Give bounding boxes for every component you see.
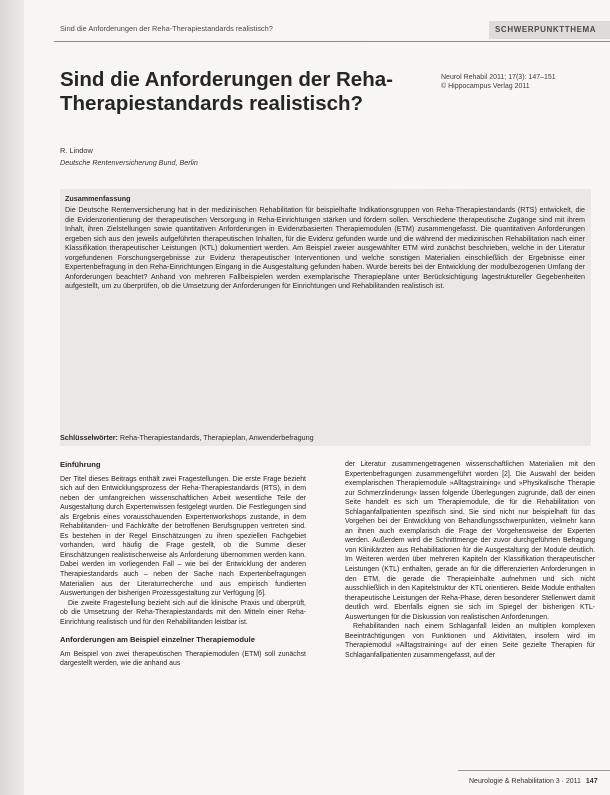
journal-citation: Neurol Rehabil 2011; 17(3): 147–151 <box>441 74 556 81</box>
binding-edge <box>0 0 24 795</box>
journal-meta <box>441 73 601 91</box>
footer-rule <box>458 770 610 771</box>
copyright-line: © Hippocampus Verlag 2011 <box>441 83 530 90</box>
body-paragraph: Am Beispiel von zwei therapeutischen Therapiemodulen (ETM) soll zunächst dargestellt werden, wie die anhand aus <box>60 650 306 668</box>
body-paragraph: Die zweite Fragestellung bezieht sich auf die klinische Praxis und überprüft, ob die Umsetzung der Reha-Therapiestandards mit den Mitteln einer Reha-Einrichtung realistisch und für den Rehabilitanden leistbar ist. <box>60 599 306 626</box>
body-paragraph: Rehabilitanden nach einem Schlaganfall leiden an multiplen komplexen Beeinträchtigungen von Funktionen und Aktivitäten, insofern wird im Therapiemodul »Alltagstraining« auf der einen Seite gezielte Therapien für Schlaganfallpatienten zusammengefasst, auf der <box>345 623 595 659</box>
page-footer <box>469 773 610 791</box>
keywords-line <box>60 433 591 442</box>
abstract-text: Die Deutsche Rentenversicherung hat in der medizinischen Rehabilitation für beispielhafte Indikationsgruppen von Reha-Therapiestandards (RTS) entwickelt, die die Evidenzorientierung der therapeutischen Versorgung in Reha-Einrichtungen stärken und fördern sollen. Verschiedene therapeutische Zugänge sind mit ihrem Inhalt, ihren Zielstellungen sowie quantitativen Anforderungen in Evidenzbasierten Therapiemodulen (ETM) zusammengefasst. Die quantitativen Anforderungen ergeben sich aus den jeweils aufgeführten therapeutischen Inhalten, für die Evidenz gefunden wurde und die während der medizinischen Rehabilitation nach einer Klassifikation therapeutischer Leistungen (KTL) dokumentiert werden. Am Beispiel zweier ausgewählter ETM wird zunächst beschrieben, welche in der Literatur vorgefundenen Forschungsergebnisse zur Evidenz therapeutischer Interventionen und welche sonstigen Materialien einschließlich der Ergebnisse einer Expertenbefragung in den Reha-Einrichtungen Eingang in die Ausgestaltung gefunden haben. Wurde bereits bei der Entwicklung der modulbezogenen Umfang der Anforderungen beachtet? Anhand von mehreren Fallbeispielen werden exemplarische Therapiepläne unter Berücksichtigung lagestruktureller Gegebenheiten aufgestellt, um zu überprüfen, ob die Umsetzung der Anforderungen für Einrichtungen und Rehabilitanden realistisch ist. <box>65 206 585 291</box>
running-head: Sind die Anforderungen der Reha-Therapiestandards realistisch? <box>60 24 273 33</box>
abstract-heading: Zusammenfassung <box>65 194 131 203</box>
section-heading-modules: Anforderungen am Beispiel einzelner Therapiemodule <box>60 635 255 645</box>
author-affiliation: Deutsche Rentenversicherung Bund, Berlin <box>60 158 198 167</box>
footer-journal: Neurologie & Rehabilitation 3 · 2011 <box>469 778 581 785</box>
keywords-text: Reha-Therapiestandards, Therapieplan, Anwenderbefragung <box>119 433 314 442</box>
body-paragraph: der Literatur zusammengetragenen wissenschaftlichen Materialien mit den Expertenbefragungen zusammengeführt worden [2]. Die Auswahl der beiden exemplarischen Therapiemodule »Alltagstraining« und »Physikalische Therapie zur Schmerzlinderung« lassen folgende Überlegungen zugrunde, daß der einen Seite handelt es sich um Therapiemodule, die für die Rehabilitation von Schlaganfallpatienten spezifisch sind. Sie sind nicht nur beispielhaft für das Vorgehen bei der Entwicklung von Behandlungsschwerpunkten, vielmehr kann an ihnen auch exemplarisch die Frage der Vorgehensweise der Experten werden. Außerdem wird die Schnittmenge der zuvor durchgeführten Befragung von Klinikärzten aus Rehabilitationen für die Ausgestaltung der Module deutlich. Im Weiteren werden über mehreren Kapiteln der Klassifikation therapeutischer Leistungen (KTL) enthalten, gerade an für die differenzierten Anforderungen in den ETM, die gerade die Therapieinhalte aufnehmen und sich nicht ausschließlich in den Kapitelstruktur der KTL orientieren. Beide Module enthalten therapeutische Leistungen der Reha-Phase, deren besonderer Stellenwert damit deutlich wird. Ebenfalls eignen sie sich im Spiegel der bisherigen KTL-Auswertungen für die Diskussion von realistischen Anforderungen. <box>345 461 595 621</box>
body-column-left <box>60 460 306 778</box>
article-title: Sind die Anforderungen der Reha-Therapiestandards realistisch? <box>60 68 393 115</box>
section-heading-intro: Einführung <box>60 460 101 469</box>
author-name: R. Lindow <box>60 146 93 155</box>
page-number: 147 <box>585 778 598 785</box>
body-column-right <box>345 460 595 765</box>
body-paragraph: Der Titel dieses Beitrags enthält zwei Fragestellungen. Die erste Frage bezieht sich auf den Entwicklungsprozess der Reha-Therapiestandards (RTS), in dem neben der umfangreichen wissenschaftlichen Arbeit wesentliche Teile der Ausgestaltung durch Expertenwissen festgelegt wurden. Die Festlegungen sind als Ergebnis eines vorausschauenden Expertenworkshops zustande, in dem Rehabilitanden- und Fachkräfte der betroffenen Berufsgruppen vertreten sind. Es bestehen in der Regel Einschätzungen zu ihren speziellen Fachgebiet vorhanden, wird häufig die Frage gestellt, ob die Summe dieser Einschätzungen realistischerweise als Anforderung übernommen werden kann. Dabei werden im vorliegenden Fall – wie bei der Entwicklung der anderen Therapiestandards auch – neben der Sache nach Expertenbefragungen Materialien aus der Literaturrecherche und aus empirisch fundierten Auswertungen der bisherigen Prozessgestaltung zur Verfügung [6]. <box>60 475 306 598</box>
abstract-box <box>60 189 591 446</box>
section-tag: SCHWERPUNKTTHEMA <box>489 21 610 39</box>
keywords-label: Schlüsselwörter: <box>60 433 118 442</box>
